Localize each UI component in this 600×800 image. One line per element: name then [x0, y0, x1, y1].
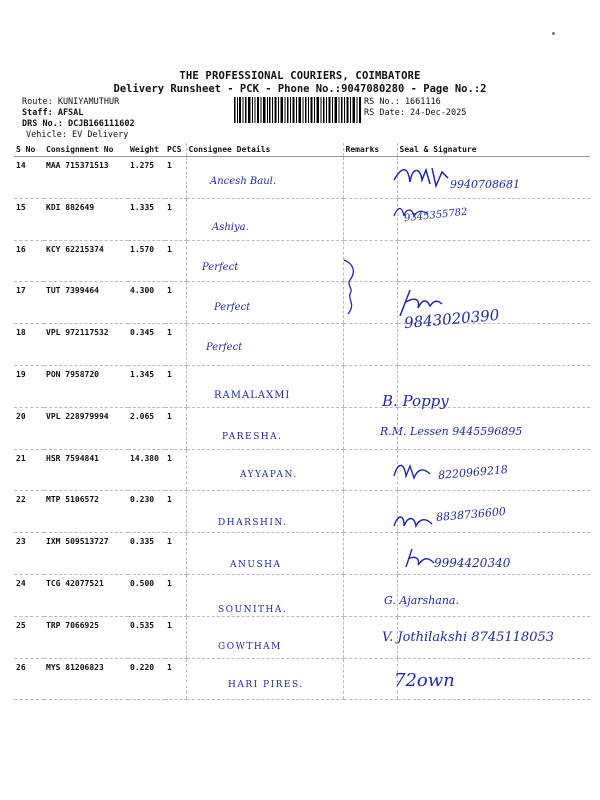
signature-phone: 9994420340: [434, 556, 511, 570]
signature-phone: 9843020390: [403, 305, 501, 333]
row-sno: 21: [14, 449, 44, 491]
table-row: [14, 658, 590, 700]
row-sno: 15: [14, 198, 44, 240]
row-consignee: [186, 407, 343, 449]
col-pcs: PCS: [165, 143, 186, 157]
handwritten-consignee: PARESHA.: [222, 432, 283, 442]
row-remarks: [343, 324, 397, 366]
row-remarks: [343, 449, 397, 491]
row-weight: 1.570: [128, 240, 165, 282]
col-signature: Seal & Signature: [397, 143, 590, 157]
col-sno: S No: [14, 143, 44, 157]
row-consignment: VPL 972117532: [44, 324, 128, 366]
row-pcs: 1: [165, 407, 186, 449]
table-row: [14, 365, 590, 407]
col-weight: Weight: [128, 143, 165, 157]
row-weight: 1.335: [128, 198, 165, 240]
row-remarks: [343, 533, 397, 575]
handwritten-consignee: RAMALAXMI: [214, 390, 291, 401]
signature-name: V. Jothilakshi 8745118053: [382, 630, 555, 645]
row-consignment: VPL 228979994: [44, 407, 128, 449]
row-sno: 23: [14, 533, 44, 575]
signature-phone: 8838736600: [435, 504, 507, 525]
handwritten-consignee: GOWTHAM: [218, 642, 282, 652]
row-pcs: 1: [165, 157, 186, 199]
handwritten-consignee: Perfect: [202, 262, 239, 273]
rs-info: [364, 97, 466, 119]
signature-scribble: [402, 545, 438, 571]
runsheet-subtitle: Delivery Runsheet - PCK - Phone No.:9047080280 - Page No.:2: [113, 83, 487, 95]
col-consignee: Consignee Details: [186, 143, 343, 157]
row-consignment: KCY 62215374: [44, 240, 128, 282]
row-remarks: [343, 491, 397, 533]
row-pcs: 1: [165, 658, 186, 700]
row-sno: 25: [14, 616, 44, 658]
row-weight: 0.335: [128, 533, 165, 575]
handwritten-consignee: HARI PIRES.: [228, 680, 304, 690]
signature-name: 72own: [394, 670, 455, 691]
row-consignment: IXM 509513727: [44, 533, 128, 575]
table-row: [14, 282, 590, 324]
signature-name: B. Poppy: [382, 392, 449, 410]
signature-phone: 9345355782: [403, 206, 469, 225]
barcode-image: [234, 97, 362, 123]
row-remarks: [343, 157, 397, 199]
handwritten-consignee: DHARSHIN.: [218, 518, 288, 528]
row-consignee: [186, 365, 343, 407]
row-pcs: 1: [165, 616, 186, 658]
row-consignment: MYS 81206823: [44, 658, 128, 700]
row-pcs: 1: [165, 324, 186, 366]
signature-phone: 9940708681: [450, 178, 520, 191]
signature-phone: 8220969218: [437, 462, 509, 483]
row-weight: 0.500: [128, 574, 165, 616]
row-pcs: 1: [165, 449, 186, 491]
row-weight: 1.275: [128, 157, 165, 199]
table-row: [14, 574, 590, 616]
row-weight: 0.230: [128, 491, 165, 533]
handwritten-consignee: AYYAPAN.: [240, 470, 298, 480]
row-weight: 2.065: [128, 407, 165, 449]
row-consignment: MAA 715371513: [44, 157, 128, 199]
route-label: Route: KUNIYAMUTHUR: [22, 97, 120, 107]
handwritten-consignee: Perfect: [214, 302, 251, 313]
row-remarks: [343, 198, 397, 240]
signature-scribble: [392, 460, 432, 482]
row-consignment: KDI 882649: [44, 198, 128, 240]
row-weight: 0.220: [128, 658, 165, 700]
row-consignment: TRP 7066925: [44, 616, 128, 658]
row-weight: 0.345: [128, 324, 165, 366]
col-remarks: Remarks: [343, 143, 397, 157]
row-consignment: TCG 42077521: [44, 574, 128, 616]
drs-label: DRS No.: DCJB166111602: [22, 119, 135, 129]
row-pcs: 1: [165, 198, 186, 240]
handwritten-consignee: SOUNITHA.: [218, 605, 288, 615]
row-weight: 14.380: [128, 449, 165, 491]
row-pcs: 1: [165, 491, 186, 533]
row-consignee: [186, 658, 343, 700]
row-sno: 19: [14, 365, 44, 407]
row-sno: 26: [14, 658, 44, 700]
row-consignment: PON 7958720: [44, 365, 128, 407]
col-consignment: Consignment No: [44, 143, 128, 157]
row-consignment: HSR 7594841: [44, 449, 128, 491]
row-pcs: 1: [165, 533, 186, 575]
row-sno: 17: [14, 282, 44, 324]
row-weight: 0.535: [128, 616, 165, 658]
row-sno: 18: [14, 324, 44, 366]
signature-scribble: [392, 510, 434, 532]
runsheet-table: [14, 143, 590, 700]
row-remarks: [343, 658, 397, 700]
row-weight: 4.300: [128, 282, 165, 324]
row-sno: 20: [14, 407, 44, 449]
company-title: THE PROFESSIONAL COURIERS, COIMBATORE: [179, 70, 421, 82]
table-row: [14, 240, 590, 282]
signature-name: R.M. Lessen 9445596895: [380, 425, 523, 438]
handwritten-consignee: Ancesh Baul.: [210, 176, 277, 187]
row-pcs: 1: [165, 574, 186, 616]
row-pcs: 1: [165, 240, 186, 282]
row-weight: 1.345: [128, 365, 165, 407]
row-sno: 16: [14, 240, 44, 282]
row-sno: 24: [14, 574, 44, 616]
row-consignment: TUT 7399464: [44, 282, 128, 324]
route-info: [22, 97, 135, 141]
row-consignee: [186, 198, 343, 240]
rs-date: RS Date: 24-Dec-2025: [364, 108, 467, 118]
vehicle-label: Vehicle: EV Delivery: [26, 130, 129, 140]
table-row: [14, 324, 590, 366]
handwritten-consignee: Perfect: [206, 342, 243, 353]
row-pcs: 1: [165, 282, 186, 324]
row-sno: 22: [14, 491, 44, 533]
row-consignee: [186, 282, 343, 324]
scan-speck: [552, 32, 555, 35]
row-pcs: 1: [165, 365, 186, 407]
row-signature: [397, 240, 590, 282]
handwritten-consignee: Ashiya.: [212, 222, 249, 233]
signature-scribble: [392, 162, 452, 192]
table-row: [14, 198, 590, 240]
row-consignment: MTP 5106572: [44, 491, 128, 533]
signature-name: G. Ajarshana.: [384, 594, 459, 607]
row-sno: 14: [14, 157, 44, 199]
rs-number: RS No.: 1661116: [364, 97, 441, 107]
staff-label: Staff: AFSAL: [22, 108, 84, 118]
remarks-bracket-mark: [340, 258, 366, 318]
handwritten-consignee: ANUSHA: [230, 560, 282, 570]
row-consignee: [186, 240, 343, 282]
table-header-row: [14, 143, 590, 157]
